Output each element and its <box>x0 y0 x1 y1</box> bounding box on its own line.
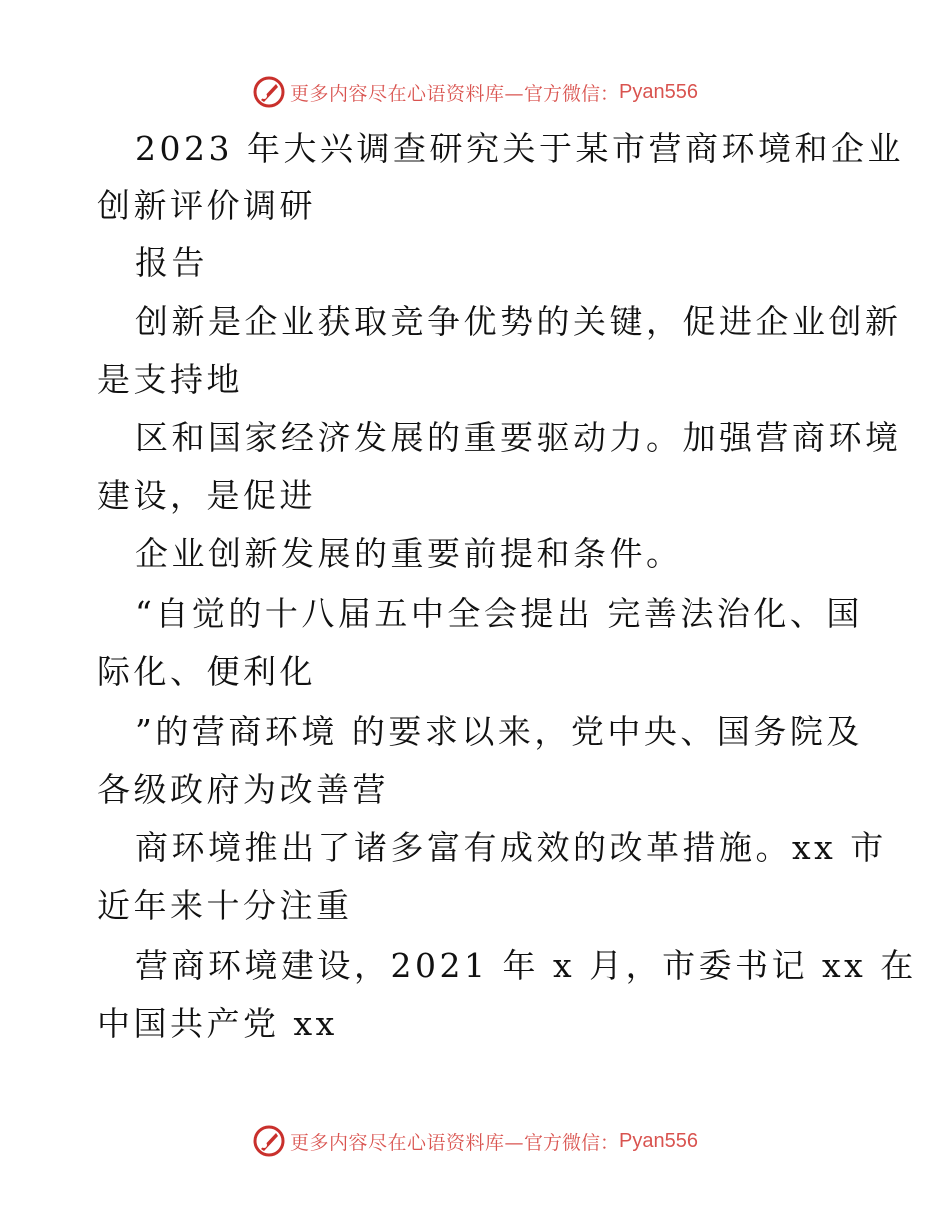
banner-wechat-label: 官方微信： <box>524 1131 620 1154</box>
text-line: 区和国家经济发展的重要驱动力。加强营商环境 <box>135 418 902 457</box>
text-line: 创新是企业获取竞争优势的关键，促进企业创新 <box>135 302 902 341</box>
text-line: 各级政府为改善营 <box>97 770 389 809</box>
text-line: “自觉的十八届五中全会提出 完善法治化、国 <box>135 594 863 633</box>
footer-watermark-banner <box>0 1121 950 1161</box>
header-watermark-banner <box>0 72 950 112</box>
quill-seal-icon <box>252 75 286 109</box>
text-line: 商环境推出了诸多富有成效的改革措施。xx 市 <box>135 828 887 867</box>
banner-wechat-id: Pyan556 <box>619 80 698 103</box>
text-line: ”的营商环境 的要求以来，党中央、国务院及 <box>135 712 863 751</box>
banner-text: 更多内容尽在心语资料库— <box>290 82 525 105</box>
banner-wechat-id: Pyan556 <box>619 1129 698 1152</box>
banner-wechat-label: 官方微信： <box>524 82 620 105</box>
quill-seal-icon <box>252 1124 286 1158</box>
text-line: 报告 <box>135 243 208 282</box>
text-line: 企业创新发展的重要前提和条件。 <box>135 534 683 573</box>
text-line: 创新评价调研 <box>97 186 316 225</box>
text-line: 2023 年大兴调查研究关于某市营商环境和企业 <box>135 129 904 168</box>
text-line: 营商环境建设，2021 年 x 月，市委书记 xx 在 <box>135 946 917 985</box>
text-line: 建设，是促进 <box>97 476 316 515</box>
text-line: 近年来十分注重 <box>97 886 353 925</box>
text-line: 际化、便利化 <box>97 652 316 691</box>
banner-text: 更多内容尽在心语资料库— <box>290 1131 525 1154</box>
text-line: 是支持地 <box>97 360 243 399</box>
text-line: 中国共产党 xx <box>97 1004 338 1043</box>
